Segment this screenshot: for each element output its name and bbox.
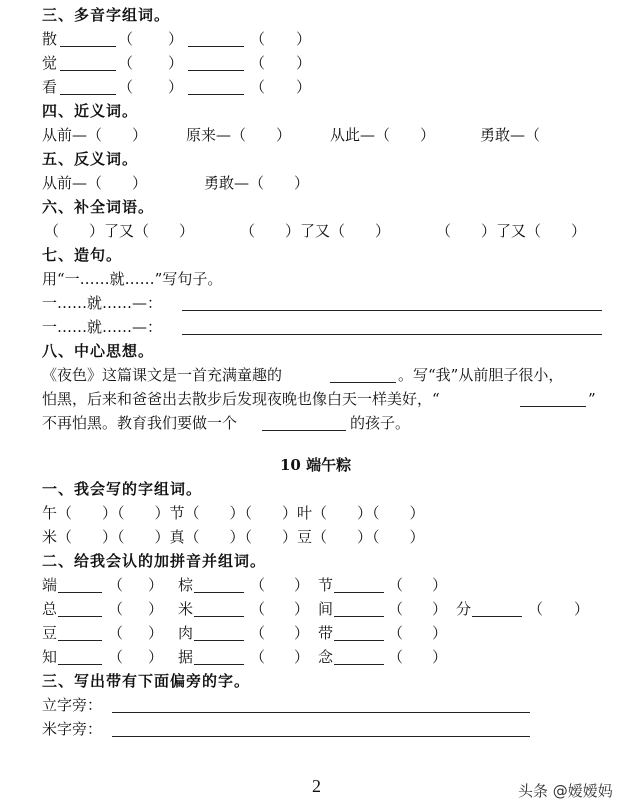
paragraph-text: 的孩子。 bbox=[350, 414, 411, 432]
blank-line[interactable] bbox=[262, 430, 346, 431]
section5-heading: 五、反义词。 bbox=[42, 150, 139, 168]
paren-close: ） bbox=[294, 576, 310, 594]
blank-line[interactable] bbox=[334, 664, 384, 665]
paragraph-text: 怕黑，后来和爸爸出去散步后发现夜晚也像白天一样美好，“ bbox=[42, 390, 440, 408]
synonym-item: 原来—（ ） bbox=[186, 126, 292, 144]
blank-line[interactable] bbox=[60, 94, 116, 95]
instruction-text: 用“一……就……”写句子。 bbox=[42, 270, 223, 288]
synonym-item: 从此—（ ） bbox=[330, 126, 436, 144]
pinyin-char: 米 bbox=[178, 600, 194, 618]
blank-line[interactable] bbox=[194, 592, 244, 593]
watermark: 头条 @嫒嫒妈 bbox=[518, 782, 613, 800]
paren-open: （ bbox=[118, 78, 134, 96]
word-row: 米（ ）（ ）真（ ）（ ）豆（ ）（ ） bbox=[42, 528, 425, 546]
blank-line[interactable] bbox=[58, 664, 102, 665]
paren-close: ） bbox=[168, 54, 184, 72]
paragraph-text: 。写“我”从前胆子很小， bbox=[398, 366, 564, 384]
answer-line[interactable] bbox=[182, 310, 602, 311]
blank-line[interactable] bbox=[330, 382, 396, 383]
pinyin-char: 据 bbox=[178, 648, 194, 666]
paragraph-text: ” bbox=[588, 390, 596, 408]
paren-open: （ bbox=[250, 30, 266, 48]
paren-close: ） bbox=[294, 624, 310, 642]
paragraph-text: 不再怕黑。教育我们要做一个 bbox=[42, 414, 238, 432]
radical-label: 米字旁： bbox=[42, 720, 103, 738]
paren-close: ） bbox=[168, 30, 184, 48]
paren-close: ） bbox=[148, 624, 164, 642]
paren-close: ） bbox=[432, 648, 448, 666]
blank-line[interactable] bbox=[334, 616, 384, 617]
paren-open: （ bbox=[388, 648, 404, 666]
blank-line[interactable] bbox=[334, 592, 384, 593]
page-number: 2 bbox=[312, 776, 321, 796]
paren-close: ） bbox=[432, 576, 448, 594]
paren-open: （ bbox=[250, 576, 266, 594]
paren-open: （ bbox=[388, 600, 404, 618]
pinyin-char: 棕 bbox=[178, 576, 194, 594]
paren-close: ） bbox=[294, 600, 310, 618]
answer-line[interactable] bbox=[182, 334, 602, 335]
blank-line[interactable] bbox=[60, 70, 116, 71]
sentence-prompt: 一……就……—： bbox=[42, 318, 163, 336]
blank-line[interactable] bbox=[188, 94, 244, 95]
lesson-s1-heading: 一、我会写的字组词。 bbox=[42, 480, 203, 498]
lesson-title: 10 端午粽 bbox=[280, 456, 352, 474]
paren-open: （ bbox=[108, 648, 124, 666]
synonym-item: 从前—（ ） bbox=[42, 126, 148, 144]
section3-heading: 三、多音字组词。 bbox=[42, 6, 171, 24]
paragraph-text: 《夜色》这篇课文是一首充满童趣的 bbox=[42, 366, 283, 384]
pinyin-char: 节 bbox=[318, 576, 334, 594]
answer-line[interactable] bbox=[112, 712, 530, 713]
answer-line[interactable] bbox=[112, 736, 530, 737]
paren-open: （ bbox=[528, 600, 544, 618]
paren-close: ） bbox=[296, 78, 312, 96]
radical-label: 立字旁： bbox=[42, 696, 103, 714]
paren-open: （ bbox=[118, 54, 134, 72]
paren-open: （ bbox=[388, 576, 404, 594]
blank-line[interactable] bbox=[58, 640, 102, 641]
paren-close: ） bbox=[148, 576, 164, 594]
pinyin-char: 端 bbox=[42, 576, 58, 594]
pinyin-char: 肉 bbox=[178, 624, 194, 642]
paren-open: （ bbox=[118, 30, 134, 48]
pinyin-char: 间 bbox=[318, 600, 334, 618]
pinyin-char: 带 bbox=[318, 624, 334, 642]
paren-close: ） bbox=[296, 54, 312, 72]
blank-line[interactable] bbox=[58, 616, 102, 617]
pinyin-char: 分 bbox=[456, 600, 472, 618]
paren-open: （ bbox=[108, 600, 124, 618]
phrase-item: （ ）了又（ ） bbox=[44, 222, 195, 240]
lesson-s3-heading: 三、写出带有下面偏旁的字。 bbox=[42, 672, 251, 690]
paren-close: ） bbox=[574, 600, 590, 618]
sentence-prompt: 一……就……—： bbox=[42, 294, 163, 312]
word-row: 午（ ）（ ）节（ ）（ ）叶（ ）（ ） bbox=[42, 504, 425, 522]
antonym-item: 从前—（ ） bbox=[42, 174, 148, 192]
paren-close: ） bbox=[432, 600, 448, 618]
blank-line[interactable] bbox=[520, 406, 586, 407]
polyphone-char: 觉 bbox=[42, 54, 58, 72]
phrase-item: （ ）了又（ ） bbox=[240, 222, 391, 240]
polyphone-char: 散 bbox=[42, 30, 58, 48]
paren-open: （ bbox=[250, 600, 266, 618]
pinyin-char: 总 bbox=[42, 600, 58, 618]
blank-line[interactable] bbox=[194, 664, 244, 665]
paren-open: （ bbox=[108, 624, 124, 642]
paren-open: （ bbox=[250, 624, 266, 642]
polyphone-char: 看 bbox=[42, 78, 58, 96]
paren-close: ） bbox=[296, 30, 312, 48]
blank-line[interactable] bbox=[60, 46, 116, 47]
paren-open: （ bbox=[250, 78, 266, 96]
paren-close: ） bbox=[432, 624, 448, 642]
blank-line[interactable] bbox=[472, 616, 522, 617]
paren-open: （ bbox=[250, 54, 266, 72]
section7-heading: 七、造句。 bbox=[42, 246, 123, 264]
paren-open: （ bbox=[108, 576, 124, 594]
lesson-s2-heading: 二、给我会认的加拼音并组词。 bbox=[42, 552, 267, 570]
pinyin-char: 知 bbox=[42, 648, 58, 666]
blank-line[interactable] bbox=[188, 46, 244, 47]
section6-heading: 六、补全词语。 bbox=[42, 198, 155, 216]
pinyin-char: 豆 bbox=[42, 624, 58, 642]
paren-open: （ bbox=[388, 624, 404, 642]
section8-heading: 八、中心思想。 bbox=[42, 342, 155, 360]
pinyin-char: 念 bbox=[318, 648, 334, 666]
section4-heading: 四、近义词。 bbox=[42, 102, 139, 120]
paren-open: （ bbox=[250, 648, 266, 666]
paren-close: ） bbox=[168, 78, 184, 96]
blank-line[interactable] bbox=[194, 616, 244, 617]
paren-close: ） bbox=[148, 648, 164, 666]
antonym-item: 勇敢—（ ） bbox=[204, 174, 310, 192]
paren-close: ） bbox=[148, 600, 164, 618]
paren-close: ） bbox=[294, 648, 310, 666]
blank-line[interactable] bbox=[334, 640, 384, 641]
blank-line[interactable] bbox=[194, 640, 244, 641]
synonym-item: 勇敢—（ bbox=[480, 126, 541, 144]
blank-line[interactable] bbox=[188, 70, 244, 71]
phrase-item: （ ）了又（ ） bbox=[436, 222, 587, 240]
blank-line[interactable] bbox=[58, 592, 102, 593]
